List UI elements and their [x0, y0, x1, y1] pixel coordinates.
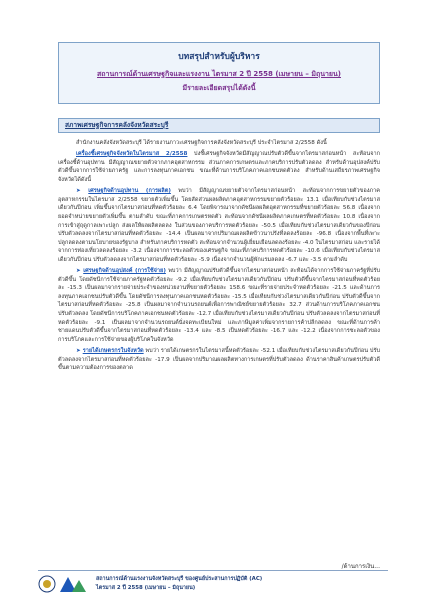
body-text — [58, 139, 380, 375]
paragraph-demand — [58, 267, 380, 344]
section-title: สภาพเศรษฐกิจการคลังจังหวัดสระบุรี — [65, 121, 169, 129]
paragraph-farm-income-text: พบว่า รายได้เกษตรกรในไตรมาสนี้หดตัวร้อยละ -52.1 เมื่อเทียบกับช่วงไตรมาสเดียวกันปีก่อน ปรับตัวลดลงจากไตรมาสก่อนที่หดตัวร้อยละ -17.9 เป็นผลจากปริมาณผลผลิตทางการเกษตรที่ปรับตัวลดลง ด้านราคาสินค้าเกษตรปรับตัวดีขึ้นตามความต้องการของตลาด — [58, 348, 381, 372]
bullet-arrow-icon: ➤ — [76, 348, 83, 355]
page-subtitle: สถานการณ์ด้านเศรษฐกิจและแรงงาน ไตรมาส 2 ปี 2558 (เมษายน – มิถุนายน) — [97, 70, 341, 78]
page-title: บทสรุปสำหรับผู้บริหาร — [178, 52, 260, 62]
page-footer — [38, 570, 388, 596]
paragraph-demand-text: พบว่า มีสัญญาณปรับตัวดีขึ้นจากไตรมาสก่อนหน้า สะท้อนได้จากการใช้จ่ายภาครัฐที่ปรับตัวดีขึ้น โดยดัชนีการใช้จ่ายภาครัฐหดตัวร้อยละ -9.2 เมื่อเทียบกับช่วงไตรมาสเดียวกันปีก่อน ปรับตัวดีขึ้นจากไตรมาสก่อนที่หดตัวร้อยละ -15.3 เป็นผลมาจากรายจ่ายประจำของหน่วยงานที่ขยายตัวร้อยละ 158.6 ขณะที่รายจ่ายประจำหดตัวร้อยละ -21.5 และด้านการลงทุนภาคเอกชนปรับตัวดีขึ้น โดยดัชนีการลงทุนภาคเอกชนหดตัวร้อยละ -15.5 เมื่อเทียบกับช่วงไตรมาสเดียวกันปีก่อน ปรับตัวดีขึ้นจากไตรมาสก่อนที่หดตัวร้อยละ -25.8 เป็นผลมาจากจำนวนรถยนต์เพื่อการพาณิชย์ขยายตัวร้อยละ 32.7 ส่วนด้านการบริโภคภาคเอกชนปรับตัวลดลง โดยดัชนีการบริโภคภาคเอกชนหดตัวร้อยละ -12.7 เมื่อเทียบกับช่วงไตรมาสเดียวกันปีก่อน ปรับตัวลดลงจากไตรมาสก่อนที่หดตัวร้อยละ -9.1 เป็นผลมาจากจำนวนรถยนต์นั่งจดทะเบียนใหม่ และภาษีมูลค่าเพิ่มจากรายการค้าปลีกลดลง ขณะที่ด้านการค้าชายแดนปรับตัวดีขึ้นจากไตรมาสก่อนที่หดตัวร้อยละ -13.4 และ -8.5 เป็นหดตัวร้อยละ -16.7 และ -12.2 เนื่องจากการชะลอตัวของการบริโภคและการใช้จ่ายของผู้บริโภคในจังหวัด — [58, 268, 381, 343]
ministry-logo-icon — [38, 573, 90, 595]
section-header — [58, 118, 380, 133]
footer-line-2: ไตรมาส 2 ปี 2558 (เมษายน – มิถุนายน) — [96, 585, 196, 591]
paragraph-intro-text: สำนักงานคลังจังหวัดสระบุรี ได้รายงานภาวะเศรษฐกิจการคลังจังหวัดสระบุรี ประจำไตรมาส 2/2558 ดังนี้ — [76, 140, 327, 146]
footer-divider — [38, 570, 388, 571]
continue-label: /ด้านการเงิน... — [341, 563, 380, 570]
paragraph-farm-income-heading: รายได้เกษตรกรในจังหวัด — [82, 348, 144, 355]
paragraph-indicators-heading: เครื่องชี้เศรษฐกิจจังหวัดในไตรมาส 2/2558 — [76, 151, 188, 158]
paragraph-supply-heading: เศรษฐกิจด้านอุปทาน (การผลิต) — [88, 188, 171, 195]
paragraph-supply — [58, 187, 380, 264]
footer-line-1: สถานการณ์ด้านแรงงานจังหวัดสระบุรี ของศูนย์ประสานการปฏิบัติ (AC) — [96, 576, 263, 582]
paragraph-intro — [58, 139, 380, 148]
paragraph-demand-heading: เศรษฐกิจด้านอุปสงค์ (การใช้จ่าย) — [83, 268, 166, 275]
paragraph-supply-text: พบว่า มีสัญญาณขยายตัวจากไตรมาสก่อนหน้า สะท้อนจากการขยายตัวของภาคอุตสาหกรรมในไตรมาส 2/2558 ขยายตัวเพิ่มขึ้น โดยสัดส่วนผลผลิตภาคอุตสาหกรรมขยายตัวร้อยละ 13.1 เมื่อเทียบกับช่วงไตรมาสเดียวกันปีก่อน เพิ่มขึ้นจากไตรมาสก่อนที่หดตัวร้อยละ 6.4 โดยพิจารณาจากดัชนีผลผลิตอุตสาหกรรมที่ขยายตัวร้อยละ 56.8 เนื่องจากยอดจำหน่ายขยายตัวเพิ่มขึ้น ตามลำดับ ขณะที่ภาคการเกษตรหดตัว สะท้อนจากดัชนีผลผลิตภาคเกษตรที่หดตัวร้อยละ 10.8 เนื่องจากการเข้าสู่ฤดูกาลเพาะปลูก ส่งผลให้ผลผลิตลดลง ในส่วนของภาคบริการหดตัวร้อยละ -50.5 เมื่อเทียบกับช่วงไตรมาสเดียวกันของปีก่อน ปรับตัวลดลงจากไตรมาสก่อนที่หดตัวร้อยละ -14.4 เป็นผลมาจากปริมาณผลผลิตข้าวนาปรังที่ลดลงร้อยละ -96.8 เนื่องจากพื้นที่เพาะปลูกลดลงตามนโยบายของรัฐบาล สำหรับภาคบริการหดตัว สะท้อนจากจำนวนผู้เยี่ยมเยือนลดลงร้อยละ -4.0 ในไตรมาสก่อน และรายได้จากการท่องเที่ยวลดลงร้อยละ -3.2 เนื่องจากการชะลอตัวของเศรษฐกิจ ขณะที่ภาคบริการหดตัวร้อยละ -10.6 เมื่อเทียบกับช่วงไตรมาสเดียวกันปีก่อน ปรับตัวลดลงจากไตรมาสก่อนที่หดตัวร้อยละ -5.9 เนื่องจากจำนวนผู้พักแรมลดลง -6.7 และ -3.5 ตามลำดับ — [58, 188, 380, 263]
page-subtitle-2: มีรายละเอียดสรุปได้ดังนี้ — [182, 84, 256, 92]
paragraph-indicators — [58, 150, 380, 184]
bullet-arrow-icon: ➤ — [76, 188, 89, 195]
title-box — [58, 42, 380, 104]
paragraph-farm-income — [58, 347, 380, 373]
bullet-arrow-icon: ➤ — [76, 268, 84, 275]
paragraph-indicators-text: บ่งชี้เศรษฐกิจจังหวัดมีสัญญาณปรับตัวดีขึ้นจากไตรมาสก่อนหน้า สะท้อนจากเครื่องชี้ด้านอุปทาน มีสัญญาณขยายตัวจากภาคอุตสาหกรรม ส่วนภาคการเกษตรและภาคบริการปรับตัวลดลง สำหรับด้านอุปสงค์ปรับตัวดีขึ้นจากการใช้จ่ายภาครัฐ และการลงทุนภาคเอกชน ขณะที่ด้านการบริโภคภาคเอกชนหดตัวลง สำหรับด้านเสถียรภาพเศรษฐกิจจังหวัดได้ดังนี้ — [58, 151, 381, 183]
